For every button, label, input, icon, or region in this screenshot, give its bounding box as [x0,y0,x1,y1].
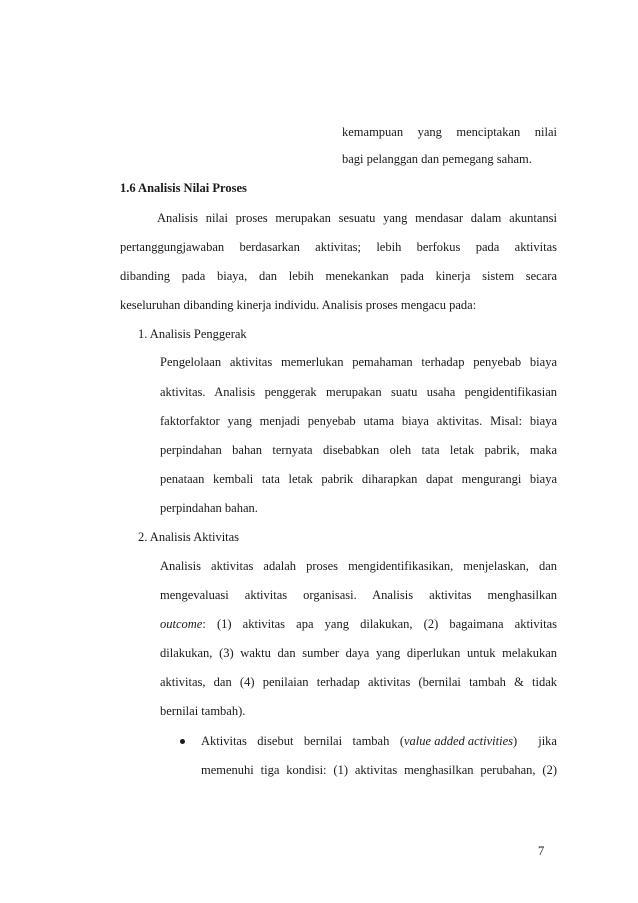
bullet-line-1-end: ) jika [513,734,557,748]
bullet-line-2: memenuhi tiga kondisi: (1) aktivitas menghasilkan perubahan, (2) [201,763,557,777]
list-item-line: Pengelolaan aktivitas memerlukan pemahaman terhadap penyebab biaya [160,355,557,369]
intro-line-1: Analisis nilai proses merupakan sesuatu yang mendasar dalam akuntansi [157,211,557,225]
outcome-rest: : (1) aktivitas apa yang dilakukan, (2) bagaimana aktivitas [202,617,557,631]
bullet-line-1-start: Aktivitas disebut bernilai tambah ( [201,734,404,748]
list-item-line: aktivitas, dan (4) penilaian terhadap aktivitas (bernilai tambah & tidak [160,675,557,689]
list-item-line: perpindahan bahan ternyata disebabkan oleh tata letak pabrik, maka [160,443,557,457]
list-item-line: aktivitas. Analisis penggerak merupakan suatu usaha pengidentifikasian [160,385,557,399]
list-item-line-outcome [160,616,557,632]
list-item-title: 1. Analisis Penggerak [138,327,247,341]
list-item-title: 2. Analisis Aktivitas [138,530,240,544]
intro-line-2: pertanggungjawaban berdasarkan aktivitas; lebih berfokus pada aktivitas [120,240,557,254]
intro-line-4: keseluruhan dibanding kinerja individu. Analisis proses mengacu pada: [120,298,477,312]
list-item-line: perpindahan bahan. [160,501,258,515]
page-number: 7 [538,844,545,858]
list-item-line: penataan kembali tata letak pabrik diharapkan dapat mengurangi biaya [160,472,557,486]
outcome-term: outcome [160,617,203,631]
continuation-line-2: bagi pelanggan dan pemegang saham. [342,152,532,166]
bullet-line-1 [201,733,557,749]
list-item-line: mengevaluasi aktivitas organisasi. Analisis aktivitas menghasilkan [160,588,557,602]
list-item-line: faktorfaktor yang menjadi penyebab utama biaya aktivitas. Misal: biaya [160,414,557,428]
list-item-line: bernilai tambah). [160,704,246,718]
bullet-term: value added activities [404,734,513,748]
intro-line-3: dibanding pada biaya, dan lebih menekankan pada kinerja sistem secara [120,269,557,283]
list-item-line: Analisis aktivitas adalah proses mengidentifikasikan, menjelaskan, dan [160,559,557,573]
bullet-dot-icon [180,739,185,744]
section-heading: 1.6 Analisis Nilai Proses [120,181,247,195]
continuation-line-1: kemampuan yang menciptakan nilai [342,125,557,139]
list-item-line: dilakukan, (3) waktu dan sumber daya yang diperlukan untuk melakukan [160,646,557,660]
